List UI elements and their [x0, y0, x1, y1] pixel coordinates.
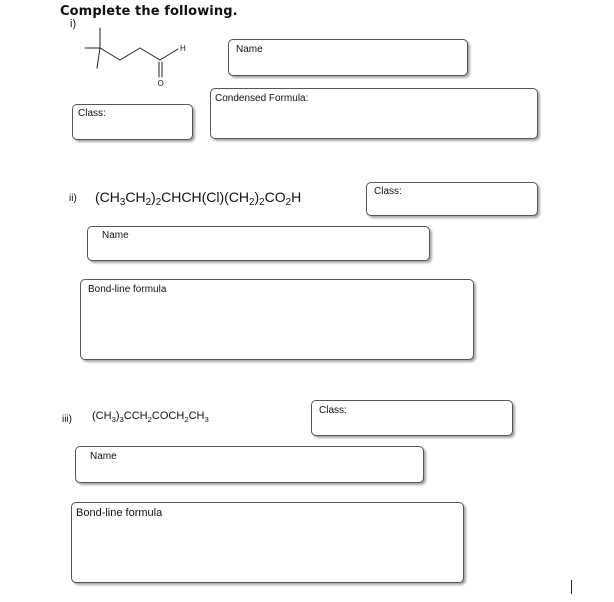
- question-1-number: i): [70, 18, 77, 30]
- question-3-number: iii): [62, 414, 72, 425]
- q1-name-field[interactable]: [228, 39, 468, 76]
- q3-bondline-formula-field[interactable]: [71, 502, 464, 583]
- q3-class-field[interactable]: [311, 400, 513, 436]
- q3-class-label: Class:: [319, 405, 347, 416]
- bond: [120, 48, 140, 60]
- text-cursor: [571, 580, 572, 594]
- q2-name-label: Name: [102, 230, 129, 241]
- question-2-number: ii): [69, 193, 77, 204]
- question-2-formula: $(CH_3CH_2)_2CHCH(Cl)(CH_2)_2CO_2H$: [95, 189, 302, 208]
- question-1-structure: [80, 20, 200, 95]
- q2-name-field[interactable]: [87, 226, 430, 261]
- q1-class-field[interactable]: [72, 104, 193, 140]
- bond: [100, 48, 120, 60]
- q3-name-label: Name: [90, 451, 117, 462]
- q1-condensed-formula-label: Condensed Formula:: [215, 93, 309, 104]
- q2-bondline-formula-label: Bond-line formula: [88, 284, 167, 295]
- q1-class-label: Class:: [78, 108, 106, 119]
- q1-name-label: Name: [236, 44, 263, 55]
- question-3-formula: $(CH_3)_3CCH_2COCH_2CH_3$: [92, 410, 209, 424]
- q2-class-field[interactable]: [366, 182, 538, 216]
- bond: [160, 49, 178, 60]
- bond: [97, 48, 100, 68]
- q1-condensed-formula-field[interactable]: [210, 88, 538, 139]
- page-title: Complete the following.: [60, 4, 238, 19]
- q2-class-label: Class:: [374, 186, 402, 197]
- q3-name-field[interactable]: [75, 446, 424, 483]
- atom-label-o: O: [157, 79, 164, 88]
- atom-label-h: H: [180, 44, 186, 53]
- bond: [140, 48, 160, 60]
- q2-bondline-formula-field[interactable]: [80, 279, 474, 360]
- q3-bondline-formula-label: Bond-line formula: [76, 507, 163, 519]
